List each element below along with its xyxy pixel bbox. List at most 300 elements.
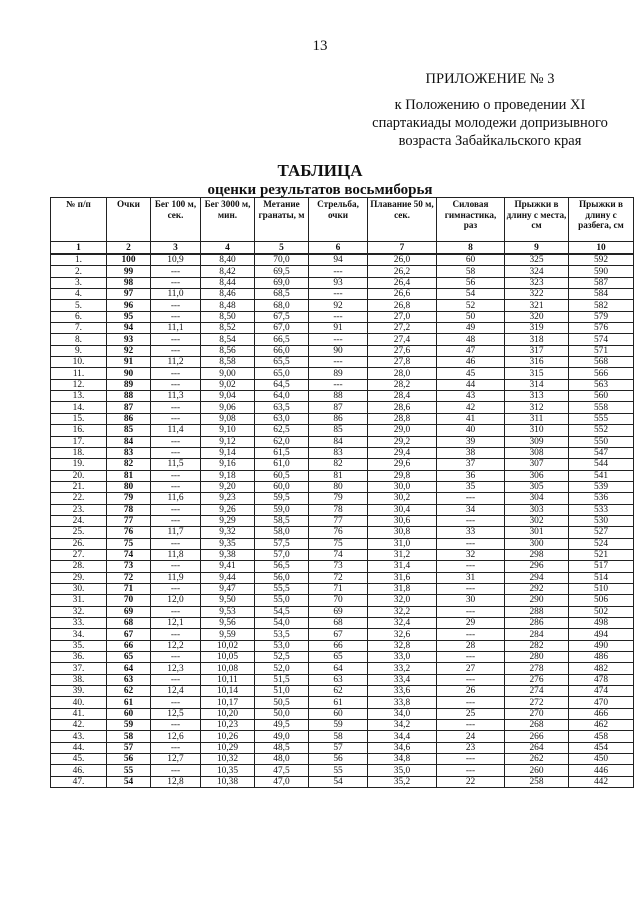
column-number: 2 [107, 242, 151, 255]
table-row [51, 618, 634, 629]
table-cell: 9,02 [201, 379, 255, 390]
table-cell: 321 [505, 300, 569, 311]
table-cell: 56,0 [255, 572, 309, 583]
table-cell: 51,0 [255, 686, 309, 697]
table-cell: 539 [569, 481, 634, 492]
table-cell: 33 [437, 527, 505, 538]
table-cell: 46. [51, 765, 107, 776]
table-cell: 266 [505, 731, 569, 742]
table-cell: 278 [505, 663, 569, 674]
table-cell: 60 [107, 708, 151, 719]
table-cell: 97 [107, 289, 151, 300]
table-cell: 73 [107, 561, 151, 572]
table-cell: 11,8 [151, 549, 201, 560]
table-cell: 54 [437, 289, 505, 300]
table-cell: 62 [107, 686, 151, 697]
table-cell: 56 [107, 754, 151, 765]
appendix-subtitle-line: спартакиады молодежи допризывного [372, 115, 608, 131]
table-cell: 8,52 [201, 323, 255, 334]
table-cell: 8,46 [201, 289, 255, 300]
table-row [51, 538, 634, 549]
table-cell: 59 [107, 720, 151, 731]
table-row [51, 583, 634, 594]
column-number: 8 [437, 242, 505, 255]
table-cell: 33. [51, 618, 107, 629]
table-cell: 9,35 [201, 538, 255, 549]
table-row [51, 425, 634, 436]
table-cell: 30,6 [368, 515, 437, 526]
table-cell: 574 [569, 334, 634, 345]
table-cell: 55 [309, 765, 368, 776]
table-cell: --- [151, 629, 201, 640]
table-cell: 72 [107, 572, 151, 583]
column-number: 7 [368, 242, 437, 255]
table-cell: 584 [569, 289, 634, 300]
table-cell: 93 [107, 334, 151, 345]
table-cell: 8,40 [201, 254, 255, 266]
table-cell: 87 [309, 402, 368, 413]
table-cell: 69 [107, 606, 151, 617]
table-cell: 49,5 [255, 720, 309, 731]
table-cell: 99 [107, 266, 151, 277]
table-cell: 94 [309, 254, 368, 266]
table-cell: --- [151, 674, 201, 685]
table-cell: 558 [569, 402, 634, 413]
column-number: 10 [569, 242, 634, 255]
table-cell: 34 [437, 504, 505, 515]
table-row [51, 436, 634, 447]
scores-table [50, 197, 634, 788]
table-cell: 12,3 [151, 663, 201, 674]
table-cell: 81 [309, 470, 368, 481]
table-cell: 502 [569, 606, 634, 617]
table-cell: 62,0 [255, 436, 309, 447]
table-cell: 85 [309, 425, 368, 436]
table-row [51, 311, 634, 322]
table-cell: 11,1 [151, 323, 201, 334]
table-cell: 63 [107, 674, 151, 685]
table-cell: 19. [51, 459, 107, 470]
table-cell: 65,0 [255, 368, 309, 379]
table-cell: 10,08 [201, 663, 255, 674]
table-cell: --- [309, 334, 368, 345]
table-cell: 8,48 [201, 300, 255, 311]
table-cell: 83 [309, 447, 368, 458]
table-cell: 57,5 [255, 538, 309, 549]
table-cell: 49 [437, 323, 505, 334]
table-cell: 54,5 [255, 606, 309, 617]
table-row [51, 697, 634, 708]
table-cell: 56 [309, 754, 368, 765]
table-cell: 579 [569, 311, 634, 322]
table-cell: --- [151, 311, 201, 322]
table-cell: 11,6 [151, 493, 201, 504]
table-cell: 62 [309, 686, 368, 697]
table-cell: 458 [569, 731, 634, 742]
table-cell: 8,56 [201, 345, 255, 356]
table-row [51, 345, 634, 356]
table-cell: 83 [107, 447, 151, 458]
table-cell: --- [151, 345, 201, 356]
table-cell: 300 [505, 538, 569, 549]
table-cell: 309 [505, 436, 569, 447]
table-cell: 3. [51, 277, 107, 288]
table-cell: 50,0 [255, 708, 309, 719]
table-cell: 74 [107, 549, 151, 560]
table-cell: 40 [437, 425, 505, 436]
table-cell: 47,5 [255, 765, 309, 776]
table-cell: 9,53 [201, 606, 255, 617]
table-cell: 60 [437, 254, 505, 266]
table-cell: 37. [51, 663, 107, 674]
table-cell: 35 [437, 481, 505, 492]
table-row [51, 640, 634, 651]
column-header: Плавание 50 м, сек. [368, 198, 437, 242]
table-cell: 9,59 [201, 629, 255, 640]
table-cell: 11,7 [151, 527, 201, 538]
table-cell: 308 [505, 447, 569, 458]
table-cell: --- [151, 697, 201, 708]
table-cell: 39 [437, 436, 505, 447]
table-cell: 566 [569, 368, 634, 379]
table-cell: 26. [51, 538, 107, 549]
table-cell: 28,0 [368, 368, 437, 379]
table-cell: 9,20 [201, 481, 255, 492]
table-cell: --- [437, 583, 505, 594]
table-cell: 32,0 [368, 595, 437, 606]
table-cell: 47 [437, 345, 505, 356]
table-cell: 61,5 [255, 447, 309, 458]
table-cell: 55 [107, 765, 151, 776]
table-cell: 26,6 [368, 289, 437, 300]
table-cell: 30 [437, 595, 505, 606]
table-cell: 56,5 [255, 561, 309, 572]
table-cell: 533 [569, 504, 634, 515]
table-row [51, 606, 634, 617]
table-cell: 550 [569, 436, 634, 447]
table-cell: 26,0 [368, 254, 437, 266]
table-cell: --- [437, 720, 505, 731]
table-cell: 66 [309, 640, 368, 651]
table-cell: 57 [107, 742, 151, 753]
table-cell: 450 [569, 754, 634, 765]
table-cell: 12,2 [151, 640, 201, 651]
table-cell: 64 [309, 663, 368, 674]
table-cell: 10,23 [201, 720, 255, 731]
column-header: Бег 3000 м, мин. [201, 198, 255, 242]
table-cell: 11,9 [151, 572, 201, 583]
appendix-header [340, 70, 640, 150]
table-cell: 21. [51, 481, 107, 492]
table-cell: 29 [437, 618, 505, 629]
table-cell: 57 [309, 742, 368, 753]
table-cell: 10. [51, 357, 107, 368]
table-cell: 27 [437, 663, 505, 674]
table-cell: 17. [51, 436, 107, 447]
table-cell: --- [437, 754, 505, 765]
table-cell: 87 [107, 402, 151, 413]
table-cell: 46 [437, 357, 505, 368]
table-cell: 94 [107, 323, 151, 334]
table-cell: 54 [309, 776, 368, 787]
table-cell: 314 [505, 379, 569, 390]
table-cell: 324 [505, 266, 569, 277]
table-cell: 31. [51, 595, 107, 606]
table-cell: 58 [437, 266, 505, 277]
table-cell: 22. [51, 493, 107, 504]
table-cell: 89 [107, 379, 151, 390]
table-cell: 67,5 [255, 311, 309, 322]
table-cell: 11,3 [151, 391, 201, 402]
table-cell: 38 [437, 447, 505, 458]
table-cell: 12,6 [151, 731, 201, 742]
table-cell: 27,6 [368, 345, 437, 356]
table-cell: 12,5 [151, 708, 201, 719]
table-cell: --- [309, 357, 368, 368]
column-header: Очки [107, 198, 151, 242]
table-cell: 90 [309, 345, 368, 356]
table-cell: 24 [437, 731, 505, 742]
table-cell: 582 [569, 300, 634, 311]
column-number: 9 [505, 242, 569, 255]
table-cell: 272 [505, 697, 569, 708]
table-cell: 478 [569, 674, 634, 685]
table-subtitle: оценки результатов восьмиборья [207, 182, 433, 198]
table-cell: 318 [505, 334, 569, 345]
table-cell: 65 [107, 652, 151, 663]
table-cell: 50,5 [255, 697, 309, 708]
table-cell: 65 [309, 652, 368, 663]
table-cell: 10,02 [201, 640, 255, 651]
table-row [51, 277, 634, 288]
appendix-subtitle-line: возраста Забайкальского края [398, 133, 582, 149]
table-cell: 60,0 [255, 481, 309, 492]
table-cell: 27,2 [368, 323, 437, 334]
table-cell: 44. [51, 742, 107, 753]
table-cell: 35,2 [368, 776, 437, 787]
table-cell: 10,14 [201, 686, 255, 697]
table-cell: 301 [505, 527, 569, 538]
table-cell: 59 [309, 720, 368, 731]
table-cell: 442 [569, 776, 634, 787]
table-cell: 10,17 [201, 697, 255, 708]
table-cell: 38. [51, 674, 107, 685]
table-cell: 26,4 [368, 277, 437, 288]
column-number: 5 [255, 242, 309, 255]
table-cell: 262 [505, 754, 569, 765]
table-cell: 306 [505, 470, 569, 481]
table-cell: 524 [569, 538, 634, 549]
table-cell: 69,0 [255, 277, 309, 288]
table-cell: 592 [569, 254, 634, 266]
column-header: Бег 100 м, сек. [151, 198, 201, 242]
table-cell: 61 [309, 697, 368, 708]
appendix-subtitle-line: к Положению о проведении XI [394, 97, 586, 113]
table-cell: 96 [107, 300, 151, 311]
table-cell: --- [151, 720, 201, 731]
table-row [51, 663, 634, 674]
table-cell: 23. [51, 504, 107, 515]
table-cell: 52 [437, 300, 505, 311]
table-cell: 320 [505, 311, 569, 322]
table-cell: 30,2 [368, 493, 437, 504]
table-cell: 70 [309, 595, 368, 606]
table-cell: 36. [51, 652, 107, 663]
table-cell: 73 [309, 561, 368, 572]
table-cell: 9,29 [201, 515, 255, 526]
table-cell: --- [151, 583, 201, 594]
table-cell: 307 [505, 459, 569, 470]
table-cell: --- [151, 436, 201, 447]
table-row [51, 765, 634, 776]
table-cell: 37 [437, 459, 505, 470]
table-cell: 25. [51, 527, 107, 538]
table-row [51, 572, 634, 583]
table-cell: 552 [569, 425, 634, 436]
table-cell: --- [151, 652, 201, 663]
table-cell: 541 [569, 470, 634, 481]
table-cell: 454 [569, 742, 634, 753]
table-cell: 67 [309, 629, 368, 640]
table-cell: 527 [569, 527, 634, 538]
table-row [51, 357, 634, 368]
table-cell: --- [151, 765, 201, 776]
table-cell: 41 [437, 413, 505, 424]
table-cell: 311 [505, 413, 569, 424]
table-cell: --- [437, 674, 505, 685]
table-cell: --- [309, 289, 368, 300]
table-cell: 274 [505, 686, 569, 697]
table-cell: 576 [569, 323, 634, 334]
table-cell: 64 [107, 663, 151, 674]
table-cell: 568 [569, 357, 634, 368]
table-cell: 93 [309, 277, 368, 288]
table-cell: 33,0 [368, 652, 437, 663]
table-cell: 64,0 [255, 391, 309, 402]
table-cell: --- [151, 402, 201, 413]
table-cell: 14. [51, 402, 107, 413]
table-cell: 547 [569, 447, 634, 458]
column-number: 6 [309, 242, 368, 255]
table-cell: --- [151, 538, 201, 549]
table-cell: 521 [569, 549, 634, 560]
table-cell: 9,44 [201, 572, 255, 583]
table-cell: 514 [569, 572, 634, 583]
table-cell: 12,0 [151, 595, 201, 606]
table-cell: 8,44 [201, 277, 255, 288]
table-cell: 77 [107, 515, 151, 526]
table-cell: 44 [437, 379, 505, 390]
table-cell: --- [151, 277, 201, 288]
table-cell: 20. [51, 470, 107, 481]
table-cell: 11,5 [151, 459, 201, 470]
table-cell: 22 [437, 776, 505, 787]
table-cell: 10,32 [201, 754, 255, 765]
table-row [51, 674, 634, 685]
table-cell: 66,5 [255, 334, 309, 345]
table-cell: 323 [505, 277, 569, 288]
table-cell: 39. [51, 686, 107, 697]
table-cell: 32,6 [368, 629, 437, 640]
table-cell: --- [437, 493, 505, 504]
table-cell: 16. [51, 425, 107, 436]
table-cell: 490 [569, 640, 634, 651]
table-cell: 88 [309, 391, 368, 402]
table-cell: --- [151, 504, 201, 515]
table-row [51, 334, 634, 345]
table-cell: 9,06 [201, 402, 255, 413]
table-cell: 530 [569, 515, 634, 526]
table-cell: 56 [437, 277, 505, 288]
table-row [51, 289, 634, 300]
table-cell: 82 [107, 459, 151, 470]
table-cell: 587 [569, 277, 634, 288]
table-cell: 29,4 [368, 447, 437, 458]
table-cell: 66,0 [255, 345, 309, 356]
table-cell: --- [437, 765, 505, 776]
table-row [51, 595, 634, 606]
table-cell: 28,2 [368, 379, 437, 390]
table-cell: 284 [505, 629, 569, 640]
table-cell: 52,5 [255, 652, 309, 663]
table-row [51, 708, 634, 719]
table-cell: 75 [107, 538, 151, 549]
table-cell: 8,42 [201, 266, 255, 277]
table-cell: 9,12 [201, 436, 255, 447]
table-cell: 474 [569, 686, 634, 697]
table-cell: 74 [309, 549, 368, 560]
table-cell: 28,8 [368, 413, 437, 424]
table-cell: --- [151, 368, 201, 379]
table-cell: 48,0 [255, 754, 309, 765]
table-cell: --- [437, 515, 505, 526]
table-cell: 42. [51, 720, 107, 731]
table-cell: 302 [505, 515, 569, 526]
column-header: Силовая гимнастика, раз [437, 198, 505, 242]
table-cell: --- [151, 447, 201, 458]
table-cell: 34,4 [368, 731, 437, 742]
table-row [51, 447, 634, 458]
table-cell: 32 [437, 549, 505, 560]
table-cell: 1. [51, 254, 107, 266]
table-cell: 82 [309, 459, 368, 470]
table-cell: 71 [107, 583, 151, 594]
table-cell: 33,4 [368, 674, 437, 685]
table-cell: 41. [51, 708, 107, 719]
table-cell: 15. [51, 413, 107, 424]
table-row [51, 731, 634, 742]
table-cell: 30,4 [368, 504, 437, 515]
table-cell: 67,0 [255, 323, 309, 334]
table-cell: 9,10 [201, 425, 255, 436]
table-cell: 69,5 [255, 266, 309, 277]
table-cell: 31,0 [368, 538, 437, 549]
table-cell: 298 [505, 549, 569, 560]
table-cell: 63,0 [255, 413, 309, 424]
table-row [51, 549, 634, 560]
table-cell: 61 [107, 697, 151, 708]
table-cell: 303 [505, 504, 569, 515]
table-cell: 26 [437, 686, 505, 697]
table-row [51, 754, 634, 765]
table-cell: 60 [309, 708, 368, 719]
table-cell: 27. [51, 549, 107, 560]
table-cell: 276 [505, 674, 569, 685]
table-cell: 290 [505, 595, 569, 606]
table-cell: 88 [107, 391, 151, 402]
table-row [51, 776, 634, 787]
table-cell: 258 [505, 776, 569, 787]
